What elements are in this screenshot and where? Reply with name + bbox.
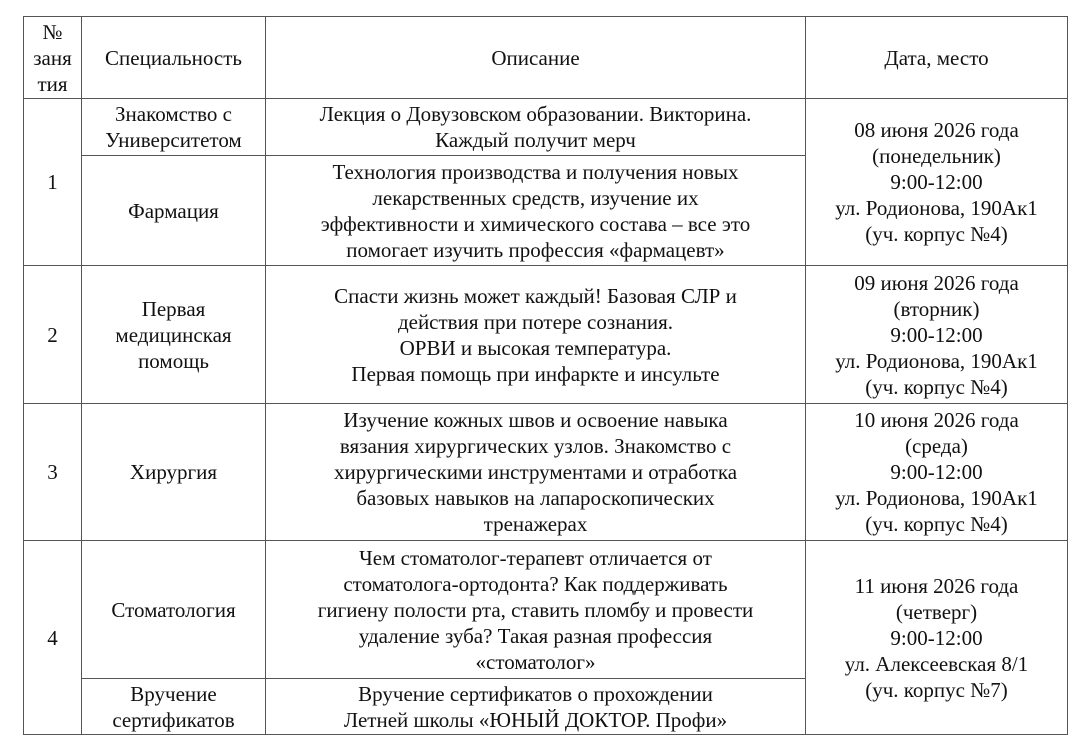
lesson-number: 4 xyxy=(24,541,82,735)
table-row xyxy=(24,99,1068,156)
description-cell: Изучение кожных швов и освоение навыка вязания хирургических узлов. Знакомство с хирургическими инструментами и отработка базовых навыков на лапароскопических тренажерах xyxy=(266,404,806,541)
date-place-cell: 11 июня 2026 года (четверг) 9:00-12:00 ул. Алексеевская 8/1 (уч. корпус №7) xyxy=(806,541,1068,735)
lesson-number: 3 xyxy=(24,404,82,541)
specialty-cell: Стоматология xyxy=(82,541,266,679)
date-place-cell: 08 июня 2026 года (понедельник) 9:00-12:00 ул. Родионова, 190Ак1 (уч. корпус №4) xyxy=(806,99,1068,266)
lesson-number: 1 xyxy=(24,99,82,266)
specialty-cell: Фармация xyxy=(82,156,266,266)
specialty-cell: Первая медицинская помощь xyxy=(82,266,266,404)
header-row xyxy=(24,17,1068,99)
header-lesson-number: № заня тия xyxy=(24,17,82,99)
date-place-cell: 09 июня 2026 года (вторник) 9:00-12:00 ул. Родионова, 190Ак1 (уч. корпус №4) xyxy=(806,266,1068,404)
specialty-cell: Хирургия xyxy=(82,404,266,541)
specialty-cell: Вручение сертификатов xyxy=(82,679,266,735)
date-place-cell: 10 июня 2026 года (среда) 9:00-12:00 ул. Родионова, 190Ак1 (уч. корпус №4) xyxy=(806,404,1068,541)
description-cell: Лекция о Довузовском образовании. Викторина. Каждый получит мерч xyxy=(266,99,806,156)
header-specialty: Специальность xyxy=(82,17,266,99)
description-cell: Вручение сертификатов о прохождении Летней школы «ЮНЫЙ ДОКТОР. Профи» xyxy=(266,679,806,735)
table-row xyxy=(24,404,1068,541)
table-row xyxy=(24,541,1068,679)
lesson-number: 2 xyxy=(24,266,82,404)
schedule-table xyxy=(23,16,1068,735)
specialty-cell: Знакомство с Университетом xyxy=(82,99,266,156)
description-cell: Технология производства и получения новых лекарственных средств, изучение их эффективности и химического состава – все это помогает изучить профессия «фармацевт» xyxy=(266,156,806,266)
description-cell: Спасти жизнь может каждый! Базовая СЛР и действия при потере сознания. ОРВИ и высокая температура. Первая помощь при инфаркте и инсульте xyxy=(266,266,806,404)
table-row xyxy=(24,266,1068,404)
header-description: Описание xyxy=(266,17,806,99)
description-cell: Чем стоматолог-терапевт отличается от стоматолога-ортодонта? Как поддерживать гигиену полости рта, ставить пломбу и провести удаление зуба? Такая разная профессия «стоматолог» xyxy=(266,541,806,679)
header-date-place: Дата, место xyxy=(806,17,1068,99)
